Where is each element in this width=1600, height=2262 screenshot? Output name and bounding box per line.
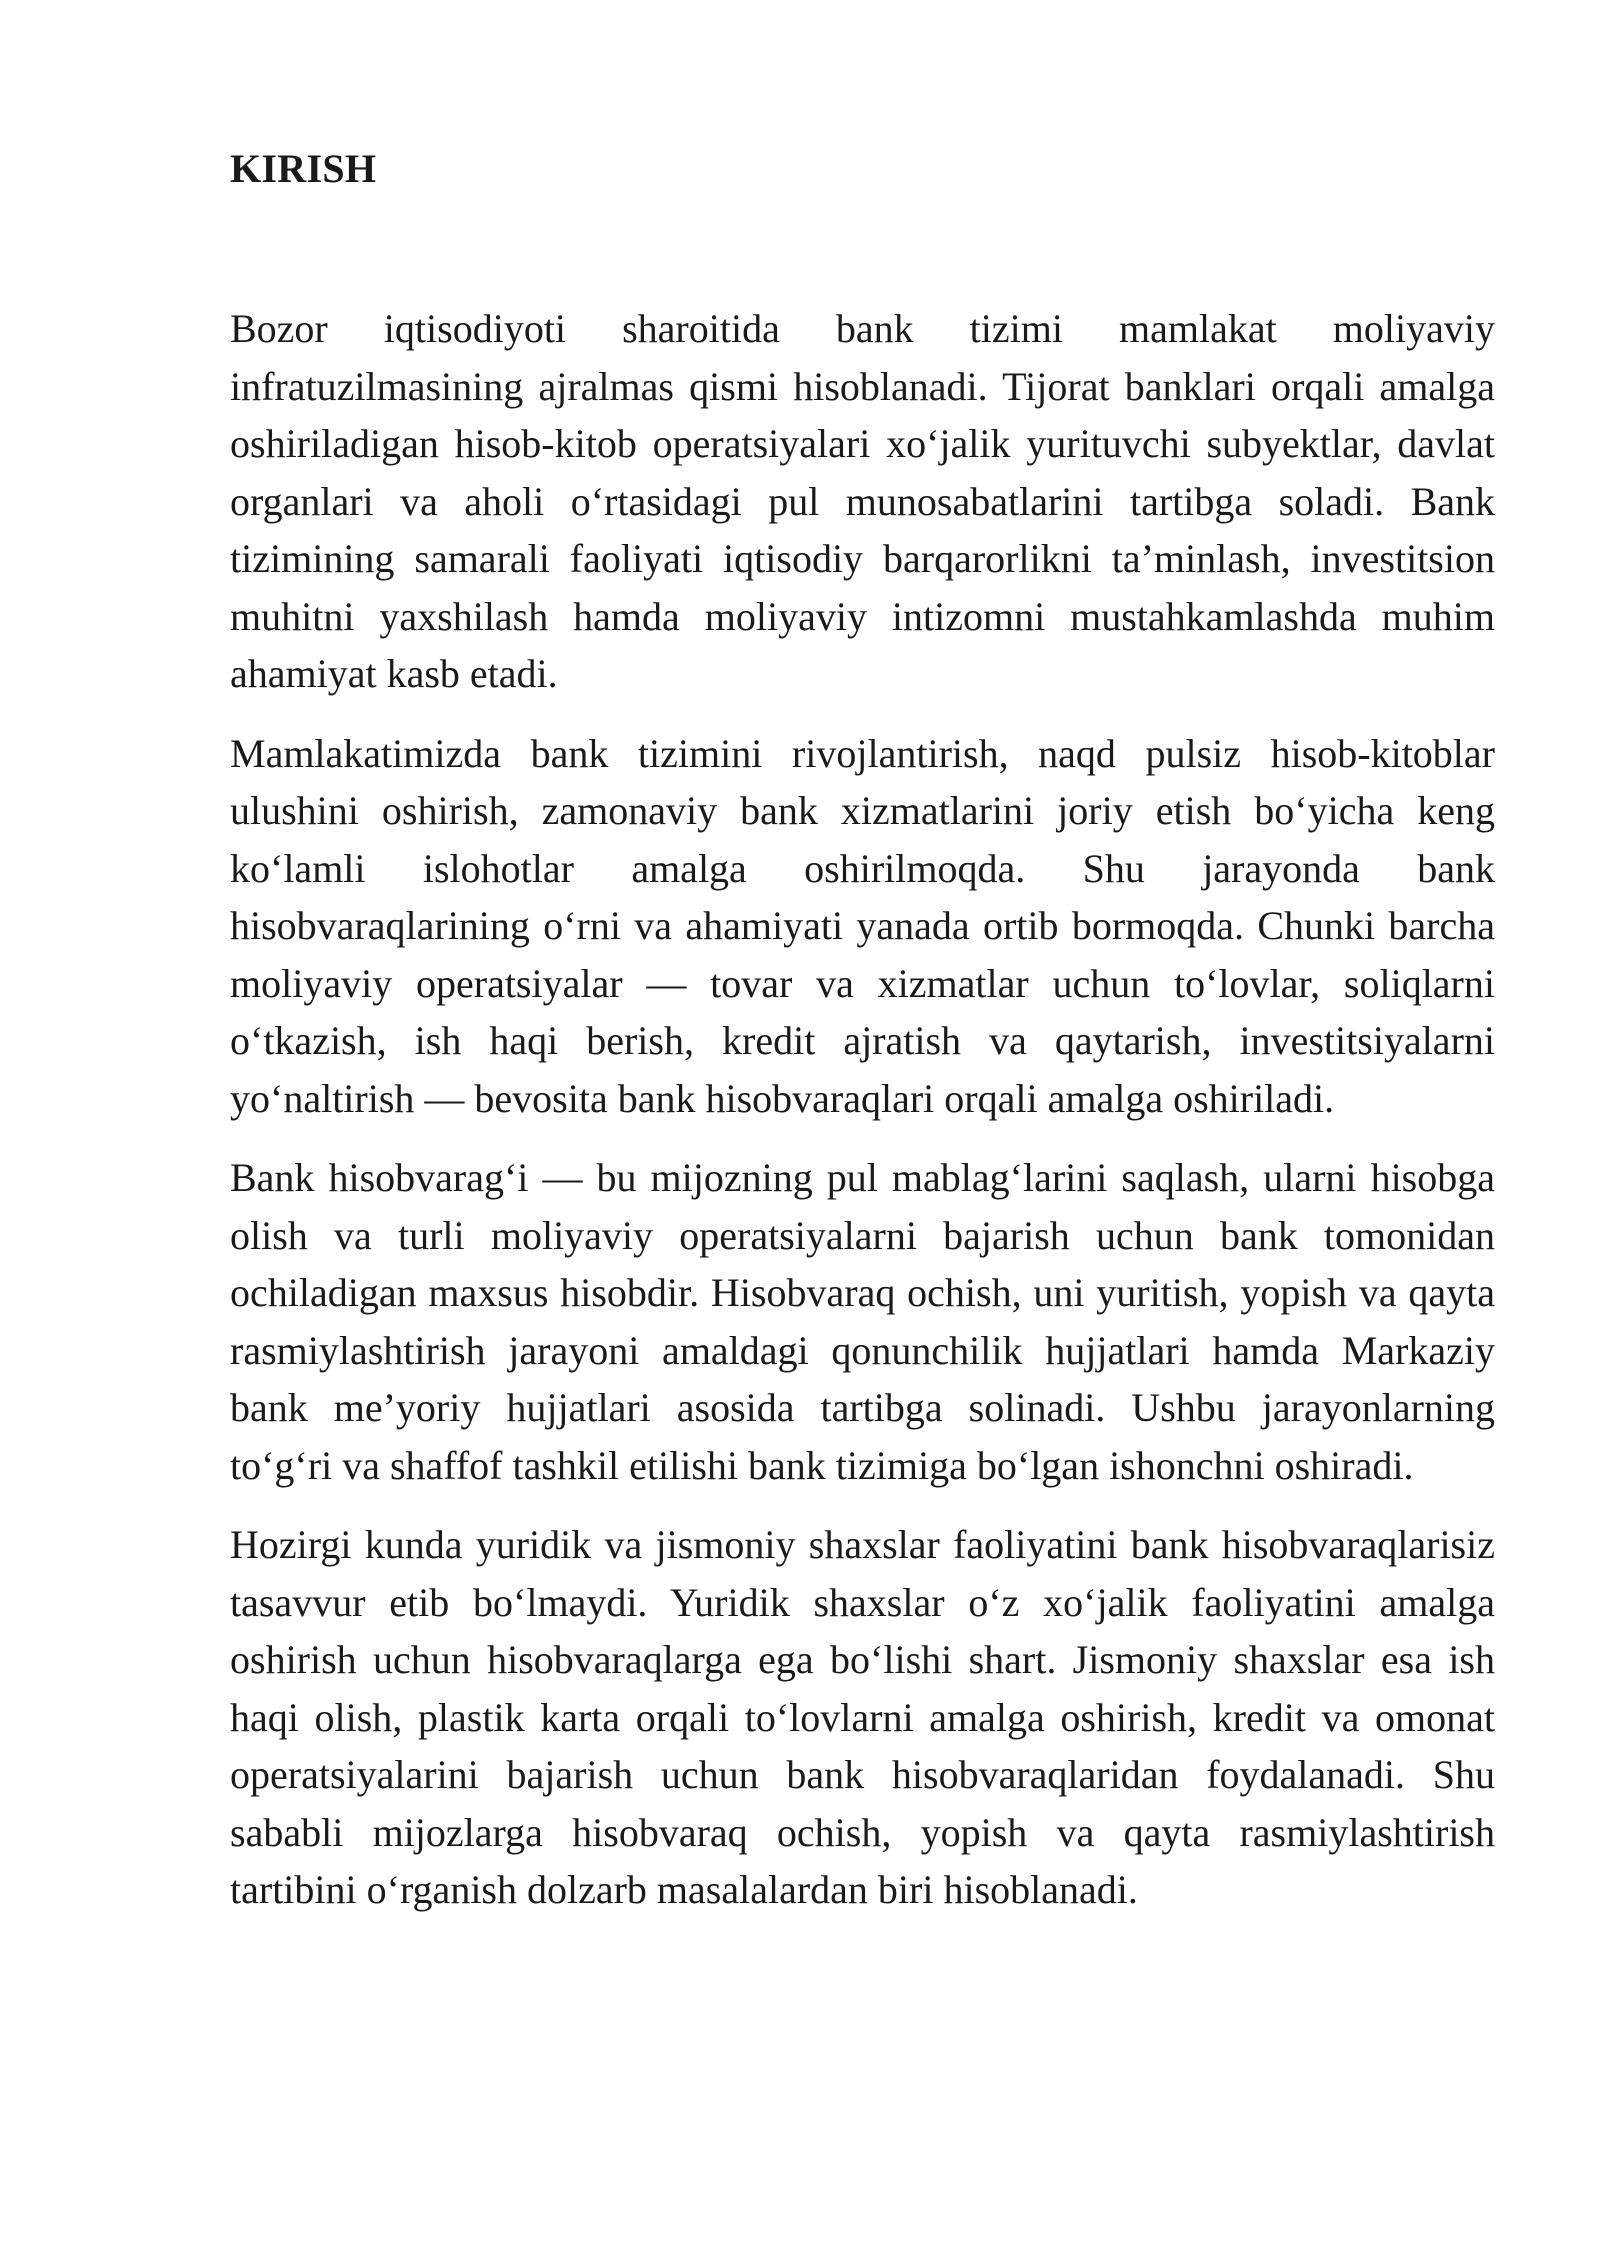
section-heading: KIRISH [230,146,377,191]
page-content [230,140,1495,1941]
paragraph-4: Hozirgi kunda yuridik va jismoniy shaxslar faoliyatini bank hisobvaraqlarisiz tasavvur etib bo‘lmaydi. Yuridik shaxslar o‘z xo‘jalik faoliyatini amalga oshirish uchun hisobvaraqlarga ega bo‘lishi shart. Jismoniy shaxslar esa ish haqi olish, plastik karta orqali to‘lovlarni amalga oshirish, kredit va omonat operatsiyalarini bajarish uchun bank hisobvaraqlaridan foydalanadi. Shu sababli mijozlarga hisobvaraq ochish, yopish va qayta rasmiylashtirish tartibini o‘rganish dolzarb masalalardan biri hisoblanadi. [230,1522,1495,1912]
paragraph-2: Mamlakatimizda bank tizimini rivojlantirish, naqd pulsiz hisob-kitoblar ulushini oshirish, zamonaviy bank xizmatlarini joriy etish bo‘yicha keng ko‘lamli islohotlar amalga oshirilmoqda. Shu jarayonda bank hisobvaraqlarining o‘rni va ahamiyati yanada ortib bormoqda. Chunki barcha moliyaviy operatsiyalar — tovar va xizmatlar uchun to‘lovlar, soliqlarni o‘tkazish, ish haqi berish, kredit ajratish va qaytarish, investitsiyalarni yo‘naltirish — bevosita bank hisobvaraqlari orqali amalga oshiriladi. [230,730,1495,1121]
paragraph-1: Bozor iqtisodiyoti sharoitida bank tizimi mamlakat moliyaviy infratuzilmasining ajralmas qismi hisoblanadi. Tijorat banklari orqali amalga oshiriladigan hisob-kitob operatsiyalari xo‘jalik yurituvchi subyektlar, davlat organlari va aholi o‘rtasidagi pul munosabatlarini tartibga soladi. Bank tizimining samarali faoliyati iqtisodiy barqarorlikni ta’minlash, investitsion muhitni yaxshilash hamda moliyaviy intizomni mustahkamlashda muhim ahamiyat kasb etadi. [230,306,1495,696]
paragraph-3: Bank hisobvarag‘i — bu mijozning pul mablag‘larini saqlash, ularni hisobga olish va turli moliyaviy operatsiyalarni bajarish uchun bank tomonidan ochiladigan maxsus hisobdir. Hisobvaraq ochish, uni yuritish, yopish va qayta rasmiylashtirish jarayoni amaldagi qonunchilik hujjatlari hamda Markaziy bank me’yoriy hujjatlari asosida tartibga solinadi. Ushbu jarayonlarning to‘g‘ri va shaffof tashkil etilishi bank tizimiga bo‘lgan ishonchni oshiradi. [230,1155,1495,1488]
